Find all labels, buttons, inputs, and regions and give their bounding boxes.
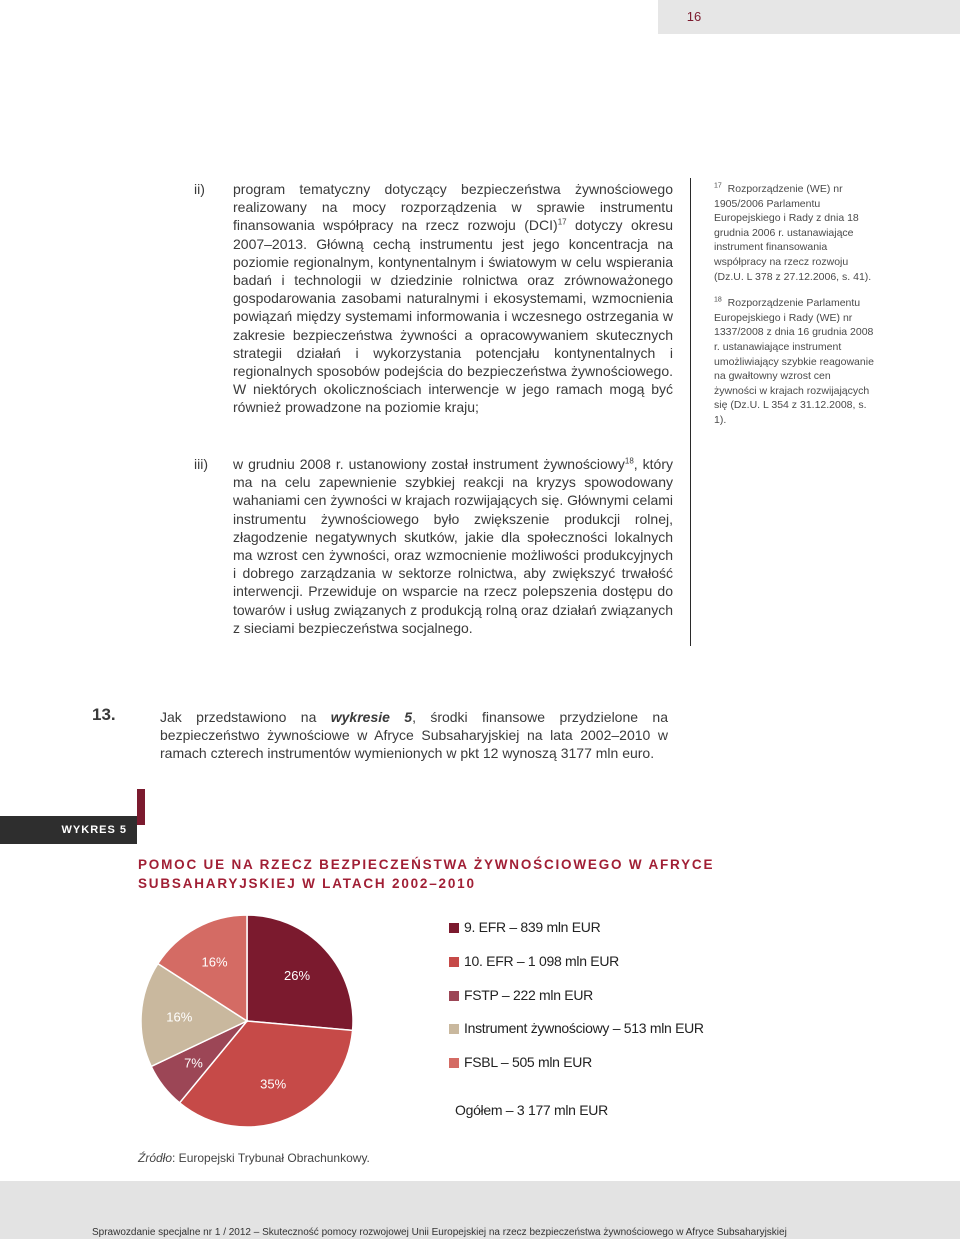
- legend-swatch: [449, 957, 459, 967]
- figure-label-number: 5: [119, 824, 127, 836]
- footnote-text: Rozporządzenie Parlamentu Europejskiego i Rady (WE) nr 1337/2008 z dnia 16 grudnia 2008 r. ustanawiające instrument umożliwiający szybkie reagowanie na gwałtowny wzrost cen żywności w krajach rozwijających się (Dz.U. L 354 z 31.12.2008, s. 1).: [714, 297, 874, 426]
- paragraph-text-before: Jak przedstawiono na: [160, 709, 331, 725]
- list-marker: ii): [194, 181, 205, 197]
- legend-label: Instrument żywnościowy – 513 mln EUR: [464, 1020, 704, 1036]
- legend-label: 10. EFR – 1 098 mln EUR: [464, 953, 619, 969]
- source-text: : Europejski Trybunał Obrachunkowy.: [172, 1151, 370, 1165]
- list-text-before: w grudniu 2008 r. ustanowiony został instrument żywnościowy: [233, 456, 625, 472]
- chart-total: Ogółem – 3 177 mln EUR: [455, 1102, 608, 1118]
- slice-percent-label: 26%: [284, 968, 311, 984]
- legend-swatch: [449, 1024, 459, 1034]
- list-text-after: dotyczy okresu 2007–2013. Główną cechą instrumentu jest jego koncentracja na poziomie regionalnym, kontynentalnym i światowym w celu wspierania badań i technologii w dziedzinie rolnictwa oraz zrównoważonego gospodarowania zasobami naturalnymi i ekosystemami, wzmocnienia powiązań między systemami informowania i wczesnego ostrzegania w zakresie bezpieczeństwa żywności a opracowywaniem skutecznych strategii działań i wykorzystania potencjału kontynentalnych i regionalnych sposobów podejścia do bezpieczeństwa żywnościowego. W niektórych okolicznościach interwencje w jego ramach mogą być również prowadzone na poziomie kraju;: [233, 217, 673, 416]
- paragraph-number: 13.: [92, 705, 116, 724]
- figure-label-word: WYKRES: [61, 824, 116, 836]
- footnote-number: 17: [714, 182, 722, 190]
- legend-swatch: [449, 1058, 459, 1068]
- list-marker: iii): [194, 456, 208, 472]
- figure-title: POMOC UE NA RZECZ BEZPIECZEŃSTWA ŻYWNOŚCIOWEGO W AFRYCE SUBSAHARYJSKIEJ W LATACH 2002–2010: [138, 857, 715, 891]
- slice-percent-label: 7%: [184, 1055, 203, 1071]
- footnote-number: 18: [714, 296, 722, 304]
- legend-label: FSBL – 505 mln EUR: [464, 1054, 592, 1070]
- slice-percent-label: 16%: [166, 1009, 193, 1025]
- figure-reference[interactable]: wykresie 5: [330, 709, 413, 725]
- list-text-before: program tematyczny dotyczący bezpieczeństwa żywnościowego realizowany na mocy rozporządzenia w sprawie instrumentu finansowania współpracy na rzecz rozwoju (DCI): [233, 181, 673, 234]
- slice-percent-label: 16%: [201, 954, 228, 970]
- source-label: Źródło: [138, 1151, 173, 1165]
- legend-swatch: [449, 923, 459, 933]
- legend-label: FSTP – 222 mln EUR: [464, 987, 593, 1003]
- legend-swatch: [449, 991, 459, 1001]
- footnote-ref-17[interactable]: 17: [557, 217, 567, 227]
- list-text-after: , który ma na celu zapewnienie szybkiej reakcji na kryzys spowodowany wahaniami cen żywności w krajach rozwijających się. Głównymi celami instrumentu żywnościowego było zwiększenie produkcji rolnej, złagodzenie negatywnych skutków, jakie dla społeczności lokalnych ma wzrost cen żywności, oraz wzmocnienie możliwości produkcyjnych i dobrego zarządzania w sektorze rolnictwa, aby zwiększyć trwałość interwencji. Przewiduje on wsparcie na rzecz polepszenia dostępu do towarów i usług związanych z produkcją rolną oraz działań związanych z sieciami bezpieczeństwa socjalnego.: [233, 456, 673, 636]
- footnote-text: Rozporządzenie (WE) nr 1905/2006 Parlamentu Europejskiego i Rady z dnia 18 grudnia 2006 r. ustanawiające instrument finansowania współpracy na rzecz rozwoju (Dz.U. L 378 z 27.12.2006, s. 41).: [714, 183, 872, 283]
- footnote-ref-18[interactable]: 18: [624, 456, 634, 466]
- footer-text: Sprawozdanie specjalne nr 1 / 2012 – Skuteczność pomocy rozwojowej Unii Europejskiej na rzecz bezpieczeństwa żywnościowego w Afryce Subsaharyjskiej: [92, 1227, 787, 1238]
- legend-label: 9. EFR – 839 mln EUR: [464, 919, 601, 935]
- paragraph-text-after: , środki finansowe przydzielone na bezpieczeństwo żywnościowe w Afryce Subsaharyjskiej na lata 2002–2010 w ramach czterech instrumentów wymienionych w pkt 12 wynoszą 3177 mln euro.: [160, 709, 668, 762]
- figure-source: [138, 1151, 370, 1165]
- page-number: 16: [686, 9, 702, 24]
- slice-percent-label: 35%: [260, 1076, 287, 1092]
